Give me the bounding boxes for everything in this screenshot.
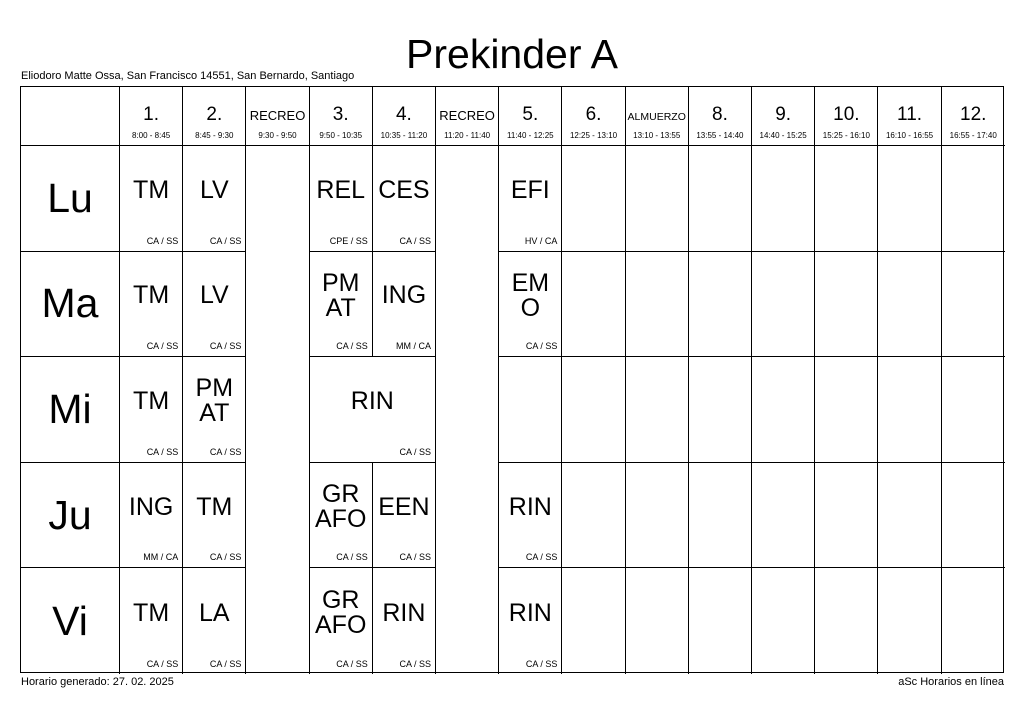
page-title: Prekinder A (406, 31, 618, 77)
period-label: 5. (522, 104, 539, 125)
corner-cell (21, 87, 120, 146)
empty-slot (562, 146, 625, 252)
lesson-card[interactable] (499, 146, 562, 252)
brand-label: aSc Horarios en línea (898, 676, 1004, 688)
empty-slot (815, 463, 878, 569)
period-time: 10:35 - 11:20 (380, 131, 428, 140)
day-label-cell (21, 463, 120, 569)
period-header (436, 87, 499, 146)
lesson-subject: REL (316, 175, 366, 204)
day-label-cell (21, 568, 120, 674)
period-label: 1. (143, 104, 160, 125)
lesson-teachers: MM / CA (396, 341, 432, 352)
lesson-subject: EM O (511, 268, 550, 322)
lesson-subject: RIN (508, 492, 552, 521)
day-label-cell (21, 252, 120, 358)
period-label: ALMUERZO (627, 111, 686, 123)
lesson-teachers: CA / SS (525, 658, 558, 669)
lesson-subject: TM (133, 386, 170, 415)
lesson-teachers: CA / SS (209, 235, 242, 246)
empty-slot (626, 463, 689, 569)
empty-slot (689, 568, 752, 674)
empty-slot (562, 252, 625, 358)
period-label: RECREO (249, 108, 306, 123)
period-header (562, 87, 625, 146)
empty-slot (752, 252, 815, 358)
period-header (752, 87, 815, 146)
lesson-subject: GR AFO (315, 586, 367, 640)
lesson-card[interactable] (183, 568, 246, 674)
day-label: Ju (48, 491, 92, 538)
empty-slot (562, 568, 625, 674)
break-column (436, 146, 499, 674)
empty-slot (942, 357, 1005, 463)
empty-slot (942, 146, 1005, 252)
period-time: 9:30 - 9:50 (258, 131, 297, 140)
lesson-card[interactable] (183, 146, 246, 252)
lesson-subject: TM (133, 281, 170, 310)
empty-slot (878, 357, 941, 463)
period-time: 11:20 - 11:40 (444, 131, 491, 140)
lesson-teachers: CA / SS (336, 552, 368, 563)
lesson-teachers: CA / SS (146, 658, 179, 669)
lesson-teachers: CA / SS (336, 658, 368, 669)
empty-slot (815, 568, 878, 674)
lesson-subject: TM (133, 175, 170, 204)
empty-slot (626, 568, 689, 674)
lesson-teachers: CA / SS (146, 235, 179, 246)
empty-slot (626, 146, 689, 252)
empty-slot (689, 357, 752, 463)
lesson-card[interactable] (373, 146, 436, 252)
lesson-card[interactable] (120, 252, 183, 358)
lesson-card[interactable] (120, 357, 183, 463)
empty-slot (815, 252, 878, 358)
lesson-card[interactable] (499, 463, 562, 569)
period-time: 8:00 - 8:45 (131, 131, 171, 140)
period-header (942, 87, 1005, 146)
period-label: 12. (960, 104, 987, 125)
day-label: Vi (52, 597, 88, 644)
lesson-teachers: CA / SS (209, 658, 242, 669)
period-label: 3. (332, 104, 349, 125)
period-time: 11:40 - 12:25 (507, 131, 554, 140)
lesson-subject: EEN (378, 492, 430, 521)
break-column (246, 146, 309, 674)
period-header (373, 87, 436, 146)
lesson-teachers: CA / SS (209, 341, 242, 352)
period-label: 10. (833, 104, 860, 125)
lesson-subject: RIN (508, 598, 552, 627)
lesson-subject: EFI (510, 175, 550, 204)
lesson-subject: LV (199, 281, 229, 310)
empty-slot (752, 357, 815, 463)
period-label: 11. (897, 104, 923, 125)
lesson-card[interactable] (310, 146, 373, 252)
empty-slot (689, 146, 752, 252)
period-time: 15:25 - 16:10 (822, 131, 870, 140)
empty-slot (815, 146, 878, 252)
lesson-teachers: CA / SS (209, 446, 242, 457)
day-label-cell (21, 146, 120, 252)
period-header (310, 87, 373, 146)
day-label-cell (21, 357, 120, 463)
period-header (183, 87, 246, 146)
empty-slot (499, 357, 562, 463)
lesson-subject: CES (378, 175, 430, 204)
lesson-card[interactable] (310, 568, 373, 674)
empty-slot (689, 252, 752, 358)
lesson-subject: ING (128, 492, 174, 521)
period-time: 13:55 - 14:40 (696, 131, 744, 140)
lesson-subject: ING (381, 281, 427, 310)
period-label: 8. (712, 104, 728, 125)
lesson-teachers: MM / CA (143, 552, 179, 563)
lesson-card[interactable] (120, 146, 183, 252)
lesson-card[interactable] (373, 463, 436, 569)
lesson-subject: RIN (382, 598, 426, 627)
lesson-subject: PM AT (195, 374, 234, 428)
lesson-card[interactable] (373, 252, 436, 358)
lesson-card[interactable] (499, 568, 562, 674)
lesson-card[interactable] (499, 252, 562, 358)
period-time: 9:50 - 10:35 (319, 131, 363, 140)
empty-slot (752, 146, 815, 252)
period-time: 16:10 - 16:55 (885, 131, 934, 140)
lesson-subject: RIN (350, 386, 394, 415)
lesson-card[interactable] (373, 568, 436, 674)
period-label: 9. (775, 104, 792, 125)
period-header (815, 87, 878, 146)
lesson-teachers: CA / SS (399, 235, 432, 246)
empty-slot (815, 357, 878, 463)
lesson-subject: TM (196, 492, 233, 521)
generated-date: Horario generado: 27. 02. 2025 (21, 676, 174, 688)
lesson-card[interactable] (183, 252, 246, 358)
timetable-grid (20, 86, 1004, 673)
period-label: 2. (206, 104, 223, 125)
empty-slot (752, 463, 815, 569)
day-label: Lu (47, 174, 93, 221)
empty-slot (562, 463, 625, 569)
empty-slot (626, 357, 689, 463)
lesson-teachers: CA / SS (399, 446, 432, 457)
lesson-teachers: CPE / SS (329, 235, 368, 246)
lesson-teachers: CA / SS (146, 446, 179, 457)
lesson-card[interactable] (310, 357, 436, 463)
lesson-teachers: CA / SS (525, 552, 558, 563)
period-header (120, 87, 183, 146)
period-header (626, 87, 689, 146)
lesson-teachers: CA / SS (146, 341, 179, 352)
period-label: 6. (585, 104, 602, 125)
lesson-teachers: CA / SS (525, 341, 558, 352)
lesson-subject: GR AFO (315, 480, 367, 534)
empty-slot (878, 252, 941, 358)
empty-slot (689, 463, 752, 569)
school-address: Eliodoro Matte Ossa, San Francisco 14551, San Bernardo, Santiago (21, 70, 355, 82)
empty-slot (626, 252, 689, 358)
period-label: RECREO (439, 108, 495, 123)
period-header (689, 87, 752, 146)
lesson-teachers: CA / SS (209, 552, 242, 563)
empty-slot (562, 357, 625, 463)
period-header (878, 87, 941, 146)
empty-slot (752, 568, 815, 674)
lesson-card[interactable] (183, 463, 246, 569)
period-header (499, 87, 562, 146)
lesson-subject: LV (199, 175, 229, 204)
day-label: Ma (41, 280, 99, 327)
empty-slot (942, 568, 1005, 674)
lesson-subject: PM AT (321, 268, 360, 322)
lesson-card[interactable] (120, 568, 183, 674)
period-time: 12:25 - 13:10 (569, 131, 618, 140)
lesson-teachers: CA / SS (399, 552, 432, 563)
lesson-subject: TM (133, 598, 170, 627)
lesson-teachers: HV / CA (524, 235, 558, 246)
period-time: 8:45 - 9:30 (195, 131, 234, 140)
period-time: 13:10 - 13:55 (633, 131, 681, 140)
lesson-card[interactable] (183, 357, 246, 463)
period-time: 16:55 - 17:40 (949, 131, 997, 140)
empty-slot (942, 252, 1005, 358)
lesson-subject: LA (199, 598, 230, 627)
period-label: 4. (395, 104, 412, 125)
lesson-card[interactable] (120, 463, 183, 569)
lesson-teachers: CA / SS (399, 658, 432, 669)
lesson-card[interactable] (310, 463, 373, 569)
lesson-card[interactable] (310, 252, 373, 358)
empty-slot (878, 146, 941, 252)
period-header (246, 87, 309, 146)
empty-slot (878, 568, 941, 674)
period-time: 14:40 - 15:25 (759, 131, 807, 140)
lesson-teachers: CA / SS (336, 341, 368, 352)
empty-slot (942, 463, 1005, 569)
empty-slot (878, 463, 941, 569)
day-label: Mi (48, 385, 92, 432)
